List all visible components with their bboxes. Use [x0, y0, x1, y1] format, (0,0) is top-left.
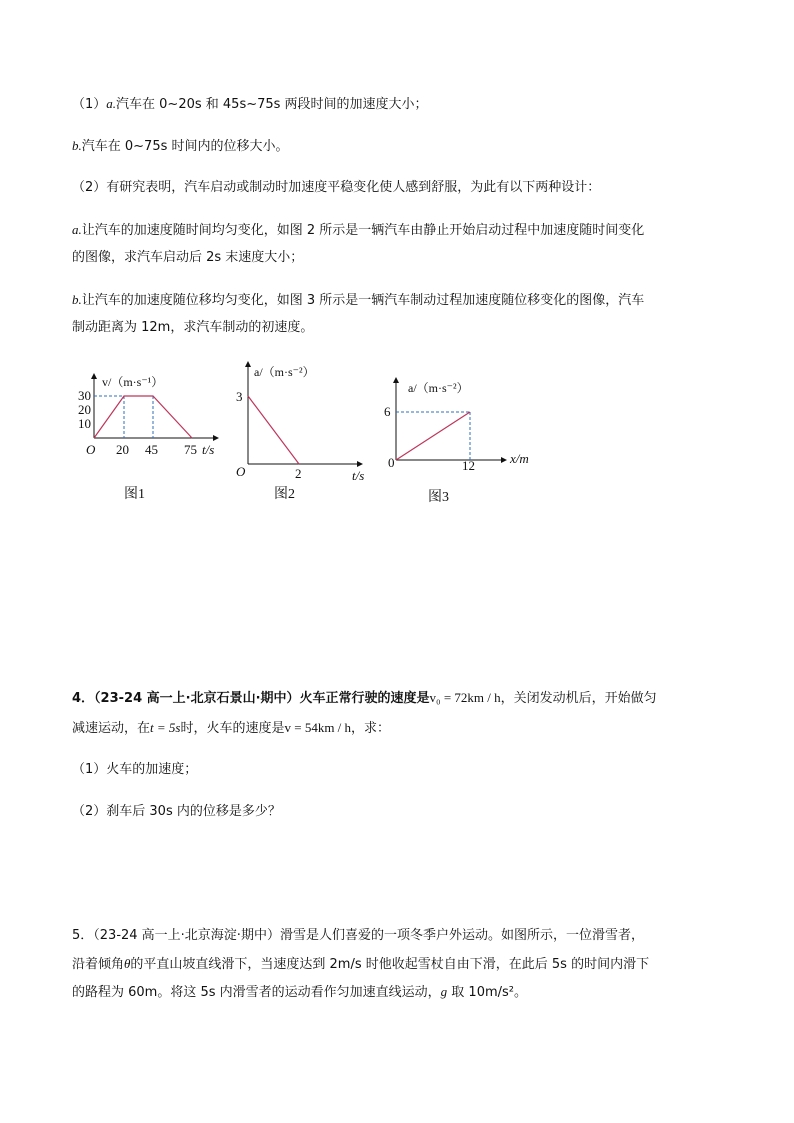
figure-2-caption: 图2	[274, 487, 295, 502]
t-equation: t = 5s	[150, 720, 181, 735]
q5-line2	[72, 956, 649, 973]
g-symbol: g	[440, 984, 448, 999]
x-axis-label: x/m	[510, 451, 529, 466]
text: 的平直山坡直线滑下，当速度达到 2m/s 时他收起雪杖自由下滑，在此后 5s 的时间内滑下	[130, 957, 650, 972]
tick-30: 30	[78, 388, 91, 403]
text: 的路程为 60m。将这 5s 内滑雪者的运动看作匀加速直线运动，	[72, 985, 441, 1000]
part-letter: a.	[106, 96, 117, 111]
v0-equation: v₀ = 72km / h	[429, 690, 501, 705]
text: 沿着倾角	[72, 957, 125, 972]
q3-part2b-line2: 制动距离为 12m，求汽车制动的初速度。	[72, 320, 314, 335]
origin-label: O	[236, 464, 246, 479]
text: 取 10m/s²。	[447, 985, 527, 1000]
x-axis-label: t/s	[202, 442, 215, 457]
q3-part1b	[72, 138, 289, 155]
q3-part2: （2）有研究表明，汽车启动或制动时加速度平稳变化使人感到舒服，为此有以下两种设计：	[72, 180, 601, 195]
origin-label: 0	[388, 455, 395, 470]
q4-part1: （1）火车的加速度；	[72, 762, 198, 777]
question-header: 4．（23-24 高一上·北京石景山·期中）火车正常行驶的速度是	[72, 691, 430, 706]
q4-line2	[72, 720, 390, 737]
figure-2-at-graph	[228, 358, 373, 488]
tick-20: 20	[78, 402, 91, 417]
q4-line1	[72, 690, 657, 707]
part-letter: a.	[72, 222, 82, 237]
ax-line	[396, 412, 470, 460]
theta-symbol: θ	[124, 956, 131, 971]
q3-part1a	[72, 96, 428, 113]
q4-part2: （2）刹车后 30s 内的位移是多少？	[72, 804, 281, 819]
figure-1-caption: 图1	[124, 487, 145, 502]
part-text: 让汽车的加速度随时间均匀变化，如图 2 所示是一辆汽车由静止开始启动过程中加速度随时间变化	[81, 223, 645, 238]
q3-part2a-line1	[72, 222, 644, 239]
tick-2: 2	[295, 466, 302, 481]
part-text: 汽车在 0~75s 时间内的位移大小。	[81, 139, 289, 154]
q3-part2a-line2: 的图像，求汽车启动后 2s 末速度大小；	[72, 250, 304, 265]
y-axis-label: a/（m·s⁻²）	[408, 381, 469, 395]
tick-t45: 45	[145, 442, 158, 457]
y-axis-label: a/（m·s⁻²）	[254, 365, 315, 379]
text: 减速运动，在	[72, 721, 151, 736]
at-line	[248, 396, 299, 464]
part-number: （1）	[72, 97, 107, 112]
x-axis-label: t/s	[352, 468, 365, 483]
text: ，关闭发动机后，开始做匀	[500, 691, 657, 706]
tick-3: 3	[236, 389, 243, 404]
q5-line3	[72, 984, 527, 1001]
y-axis-label: v/（m·s⁻¹）	[102, 375, 164, 389]
figure-3-ax-graph	[382, 374, 542, 474]
part-text: 让汽车的加速度随位移均匀变化，如图 3 所示是一辆汽车制动过程加速度随位移变化的图像，汽车	[81, 293, 645, 308]
tick-12: 12	[462, 458, 475, 473]
tick-10: 10	[78, 416, 91, 431]
q5-line1: 5．（23-24 高一上·北京海淀·期中）滑雪是人们喜爱的一项冬季户外运动。如图所示，一位滑雪者，	[72, 928, 644, 943]
q3-part2b-line1	[72, 292, 644, 309]
part-letter: b.	[72, 138, 82, 153]
figure-3-caption: 图3	[428, 490, 449, 505]
tick-t20: 20	[116, 442, 129, 457]
origin-label: O	[86, 442, 96, 457]
tick-t75: 75	[184, 442, 197, 457]
v-equation: v = 54km / h	[284, 720, 352, 735]
figure-1-vt-graph	[72, 366, 222, 466]
part-text: 汽车在 0~20s 和 45s~75s 两段时间的加速度大小；	[116, 97, 428, 112]
part-letter: b.	[72, 292, 82, 307]
text: ，求：	[351, 721, 391, 736]
tick-6: 6	[384, 404, 391, 419]
vt-curve	[94, 396, 192, 438]
text: 时，火车的速度是	[180, 721, 285, 736]
